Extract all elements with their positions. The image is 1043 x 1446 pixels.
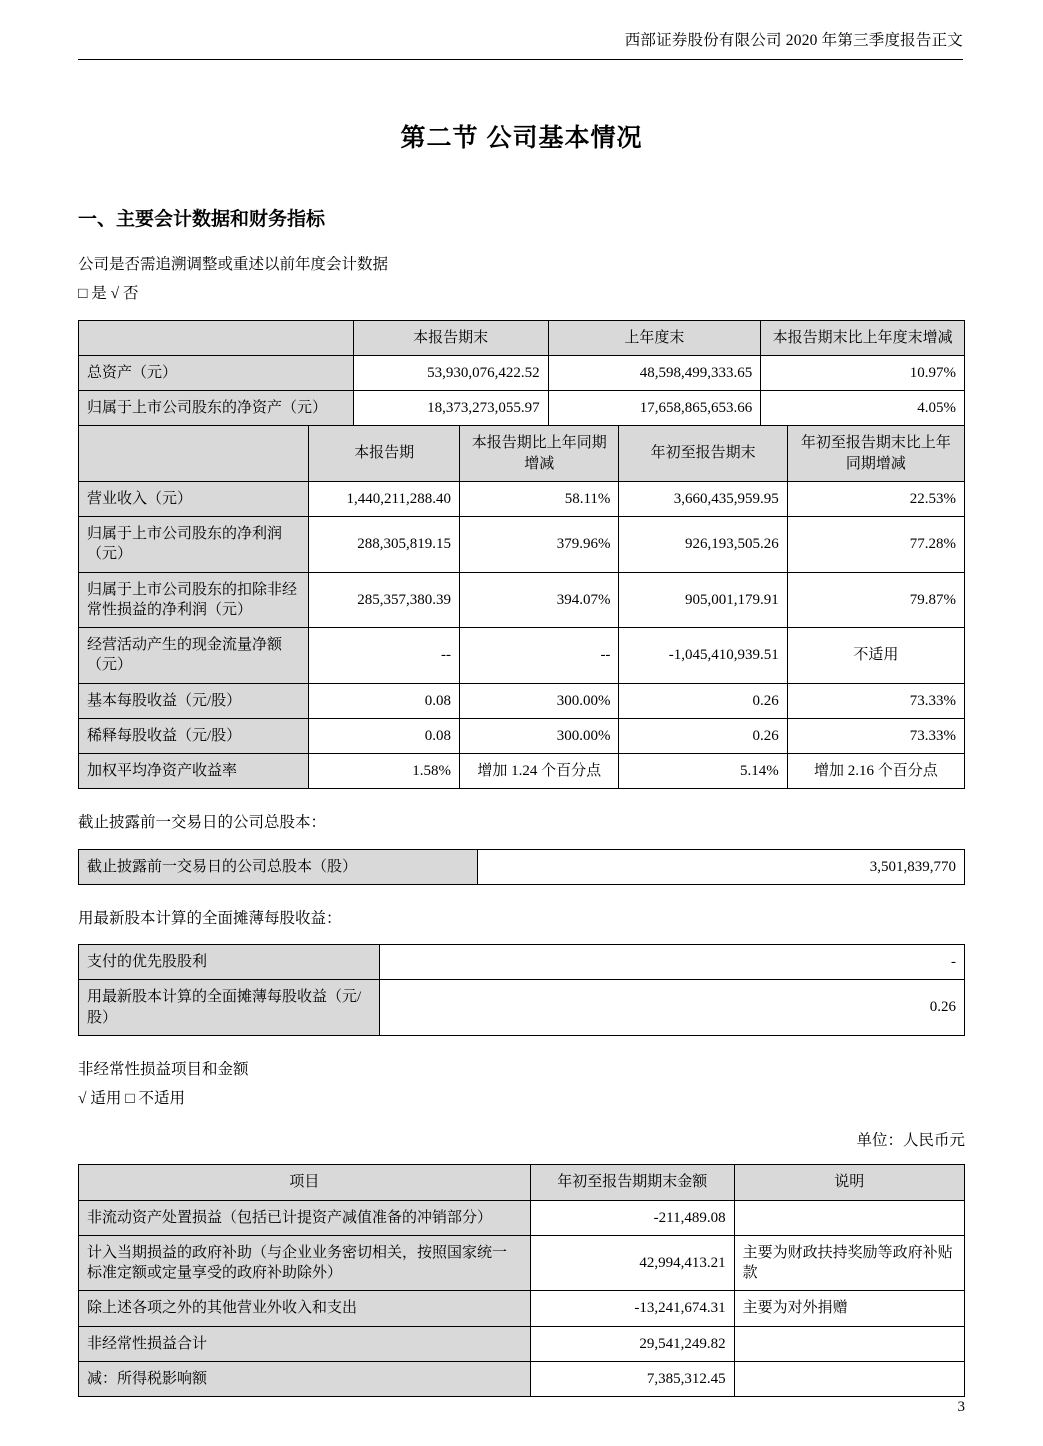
row-value: 300.00%: [459, 683, 618, 718]
row-value: 42,994,413.21: [530, 1235, 734, 1291]
row-value: --: [459, 628, 618, 684]
row-value: 0.26: [619, 718, 787, 753]
row-value: -13,241,674.31: [530, 1291, 734, 1326]
row-value: -: [380, 945, 965, 980]
table-row: [79, 481, 965, 516]
row-value: 17,658,865,653.66: [548, 391, 761, 426]
row-value: 1,440,211,288.40: [309, 481, 460, 516]
row-label: 基本每股收益（元/股）: [79, 683, 309, 718]
row-value: 926,193,505.26: [619, 517, 787, 573]
row-value: 0.26: [380, 980, 965, 1036]
balance-summary-table: [78, 320, 965, 427]
row-label: 计入当期损益的政府补助（与企业业务密切相关，按照国家统一标准定额或定量享受的政府补助除外）: [79, 1235, 531, 1291]
row-value: 379.96%: [459, 517, 618, 573]
table-row: [79, 1361, 965, 1396]
row-label: 归属于上市公司股东的扣除非经常性损益的净利润（元）: [79, 572, 309, 628]
row-value: 79.87%: [787, 572, 964, 628]
table-row: [79, 1235, 965, 1291]
row-value: 7,385,312.45: [530, 1361, 734, 1396]
page-title: 第二节 公司基本情况: [400, 124, 643, 152]
table-row: [79, 849, 965, 884]
row-value: 3,660,435,959.95: [619, 481, 787, 516]
row-label: 非流动资产处置损益（包括已计提资产减值准备的冲销部分）: [79, 1200, 531, 1235]
table-header-cell: 本报告期比上年同期增减: [459, 426, 618, 482]
table-row: [79, 517, 965, 573]
row-value: 53,930,076,422.52: [353, 355, 548, 390]
row-value: 394.07%: [459, 572, 618, 628]
row-note: [734, 1200, 964, 1235]
row-label: 经营活动产生的现金流量净额（元）: [79, 628, 309, 684]
table-header-cell: 上年度末: [548, 320, 761, 355]
table-row: [79, 980, 965, 1036]
row-value: 58.11%: [459, 481, 618, 516]
row-value: 增加 1.24 个百分点: [459, 754, 618, 789]
row-value: 300.00%: [459, 718, 618, 753]
table-row: [79, 355, 965, 390]
table-row: [79, 572, 965, 628]
eps-caption: 用最新股本计算的全面摊薄每股收益：: [78, 909, 342, 927]
table-row: [79, 754, 965, 789]
row-value: 4.05%: [761, 391, 965, 426]
nonrecurring-table: [78, 1164, 965, 1397]
row-value: 0.08: [309, 683, 460, 718]
table-row: [79, 391, 965, 426]
row-label: 归属于上市公司股东的净资产（元）: [79, 391, 354, 426]
table-row: [79, 1200, 965, 1235]
eps-table: [78, 944, 965, 1036]
row-value: 48,598,499,333.65: [548, 355, 761, 390]
row-label: 总资产（元）: [79, 355, 354, 390]
table-header-row: [79, 426, 965, 482]
table-row: [79, 718, 965, 753]
row-label: 截止披露前一交易日的公司总股本（股）: [79, 849, 478, 884]
row-label: 支付的优先股股利: [79, 945, 380, 980]
row-note: 主要为财政扶持奖励等政府补贴款: [734, 1235, 964, 1291]
table-header-cell: 年初至报告期末: [619, 426, 787, 482]
subsection-title: 一、主要会计数据和财务指标: [78, 209, 326, 230]
row-value: 22.53%: [787, 481, 964, 516]
share-capital-table: [78, 849, 965, 885]
row-note: 主要为对外捐赠: [734, 1291, 964, 1326]
table-header-cell: [79, 426, 309, 482]
row-value: 285,357,380.39: [309, 572, 460, 628]
income-summary-table: [78, 425, 965, 789]
table-header-cell: 本报告期: [309, 426, 460, 482]
table-header-cell: 年初至报告期期末金额: [530, 1165, 734, 1200]
intro-line-2: □ 是 √ 否: [78, 285, 139, 303]
table-header-row: [79, 1165, 965, 1200]
row-label: 除上述各项之外的其他营业外收入和支出: [79, 1291, 531, 1326]
row-label: 减：所得税影响额: [79, 1361, 531, 1396]
row-label: 营业收入（元）: [79, 481, 309, 516]
table-header-cell: 年初至报告期末比上年同期增减: [787, 426, 964, 482]
table-row: [79, 1326, 965, 1361]
table-row: [79, 945, 965, 980]
row-value: 10.97%: [761, 355, 965, 390]
row-value: 18,373,273,055.97: [353, 391, 548, 426]
row-value: 不适用: [787, 628, 964, 684]
page-header: [78, 0, 965, 60]
row-value: 1.58%: [309, 754, 460, 789]
table-header-cell: 项目: [79, 1165, 531, 1200]
row-value: 增加 2.16 个百分点: [787, 754, 964, 789]
row-label: 非经常性损益合计: [79, 1326, 531, 1361]
row-value: -211,489.08: [530, 1200, 734, 1235]
row-value: 0.26: [619, 683, 787, 718]
intro-line-1: 公司是否需追溯调整或重述以前年度会计数据: [78, 256, 389, 273]
row-label: 用最新股本计算的全面摊薄每股收益（元/股）: [79, 980, 380, 1036]
row-note: [734, 1326, 964, 1361]
row-value: 0.08: [309, 718, 460, 753]
unit-note: 单位：人民币元: [856, 1132, 965, 1150]
row-value: 5.14%: [619, 754, 787, 789]
row-note: [734, 1361, 964, 1396]
table-header-row: [79, 320, 965, 355]
header-rule: [78, 59, 963, 60]
row-value: --: [309, 628, 460, 684]
row-label: 加权平均净资产收益率: [79, 754, 309, 789]
row-value: 77.28%: [787, 517, 964, 573]
row-label: 归属于上市公司股东的净利润（元）: [79, 517, 309, 573]
nonrecurring-applicable: √ 适用 □ 不适用: [78, 1090, 185, 1107]
share-capital-caption: 截止披露前一交易日的公司总股本：: [78, 814, 327, 832]
row-value: 905,001,179.91: [619, 572, 787, 628]
table-row: [79, 628, 965, 684]
table-row: [79, 683, 965, 718]
row-value: 288,305,819.15: [309, 517, 460, 573]
row-value: 3,501,839,770: [477, 849, 964, 884]
row-label: 稀释每股收益（元/股）: [79, 718, 309, 753]
nonrecurring-caption: 非经常性损益项目和金额: [78, 1060, 249, 1078]
table-row: [79, 1291, 965, 1326]
table-header-cell: 说明: [734, 1165, 964, 1200]
running-title: 西部证券股份有限公司 2020 年第三季度报告正文: [624, 32, 963, 49]
table-header-cell: [79, 320, 354, 355]
row-value: 29,541,249.82: [530, 1326, 734, 1361]
table-header-cell: 本报告期末: [353, 320, 548, 355]
row-value: 73.33%: [787, 683, 964, 718]
row-value: -1,045,410,939.51: [619, 628, 787, 684]
table-header-cell: 本报告期末比上年度末增减: [761, 320, 965, 355]
row-value: 73.33%: [787, 718, 964, 753]
page-number: 3: [957, 1399, 965, 1415]
